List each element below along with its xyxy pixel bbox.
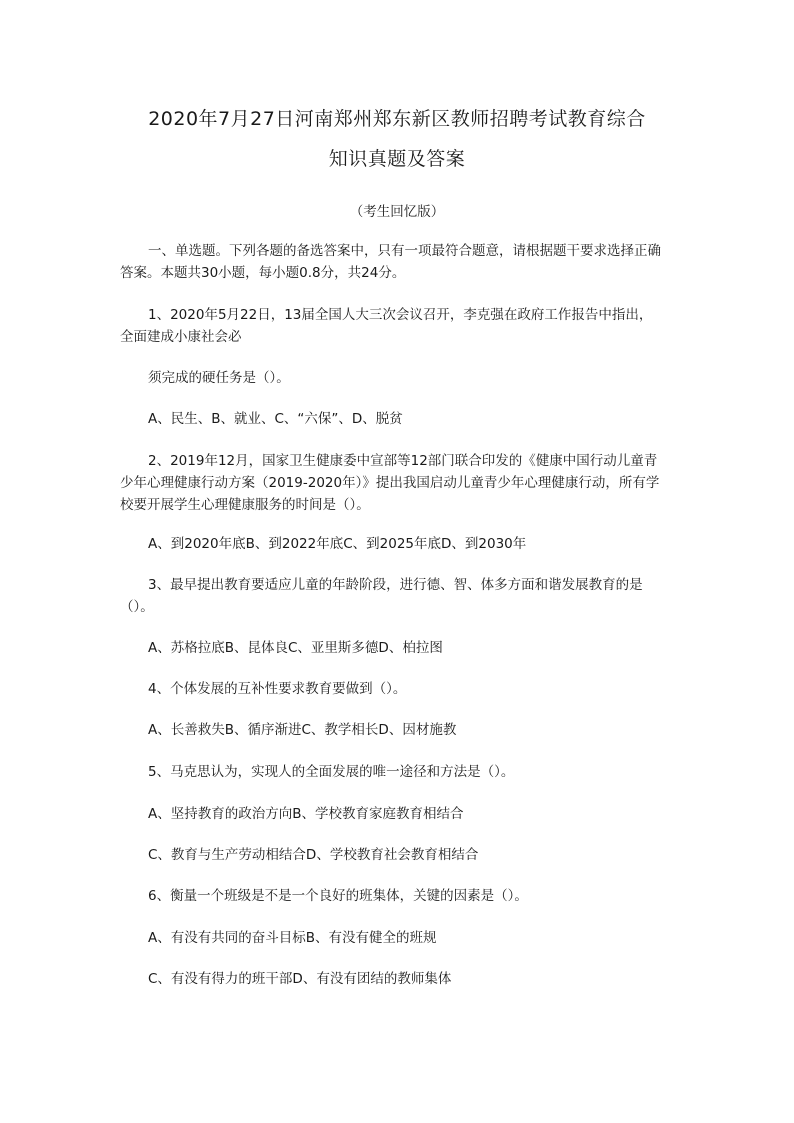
document-title-line2: 知识真题及答案	[328, 148, 466, 170]
question-4-stem: 4、个体发展的互补性要求教育要做到（）。	[148, 681, 407, 697]
question-4-options: A、长善救失B、循序渐进C、教学相长D、因材施教	[148, 722, 457, 738]
question-6-stem: 6、衡量一个班级是不是一个良好的班集体，关键的因素是（）。	[148, 888, 528, 904]
document-subtitle: （考生回忆版）	[349, 204, 445, 220]
question-6-options-line1: A、有没有共同的奋斗目标B、有没有健全的班规	[148, 930, 437, 946]
section-intro: 一、单选题。下列各题的备选答案中，只有一项最符合题意，请根据题干要求选择正确答案。本题共30小题，每小题0.8分，共24分。	[120, 243, 661, 281]
question-3-stem: 3、最早提出教育要适应儿童的年龄阶段，进行德、智、体多方面和谐发展教育的是（）。	[120, 577, 643, 615]
question-1-stem-continued: 须完成的硬任务是（）。	[148, 370, 290, 386]
question-6-options-line2: C、有没有得力的班干部D、有没有团结的教师集体	[148, 971, 452, 987]
question-5-stem: 5、马克思认为，实现人的全面发展的唯一途径和方法是（）。	[148, 764, 515, 780]
question-2-options: A、到2020年底B、到2022年底C、到2025年底D、到2030年	[148, 536, 527, 552]
question-5-options-line2: C、教育与生产劳动相结合D、学校教育社会教育相结合	[148, 847, 479, 863]
question-5-options-line1: A、坚持教育的政治方向B、学校教育家庭教育相结合	[148, 806, 464, 822]
question-1-stem: 1、2020年5月22日，13届全国人大三次会议召开，李克强在政府工作报告中指出，全面建成小康社会必	[120, 307, 653, 345]
question-2-stem: 2、2019年12月，国家卫生健康委中宣部等12部门联合印发的《健康中国行动儿童青少年心理健康行动方案（2019-2020年）》提出我国启动儿童青少年心理健康行动，所有学校要开展学生心理健康服务的时间是（）。	[120, 453, 660, 513]
document-title-line1: 2020年7月27日河南郑州郑东新区教师招聘考试教育综合	[148, 108, 646, 130]
question-1-options: A、民生、B、就业、C、“六保”、D、脱贫	[148, 411, 403, 427]
question-3-options: A、苏格拉底B、昆体良C、亚里斯多德D、柏拉图	[148, 640, 443, 656]
